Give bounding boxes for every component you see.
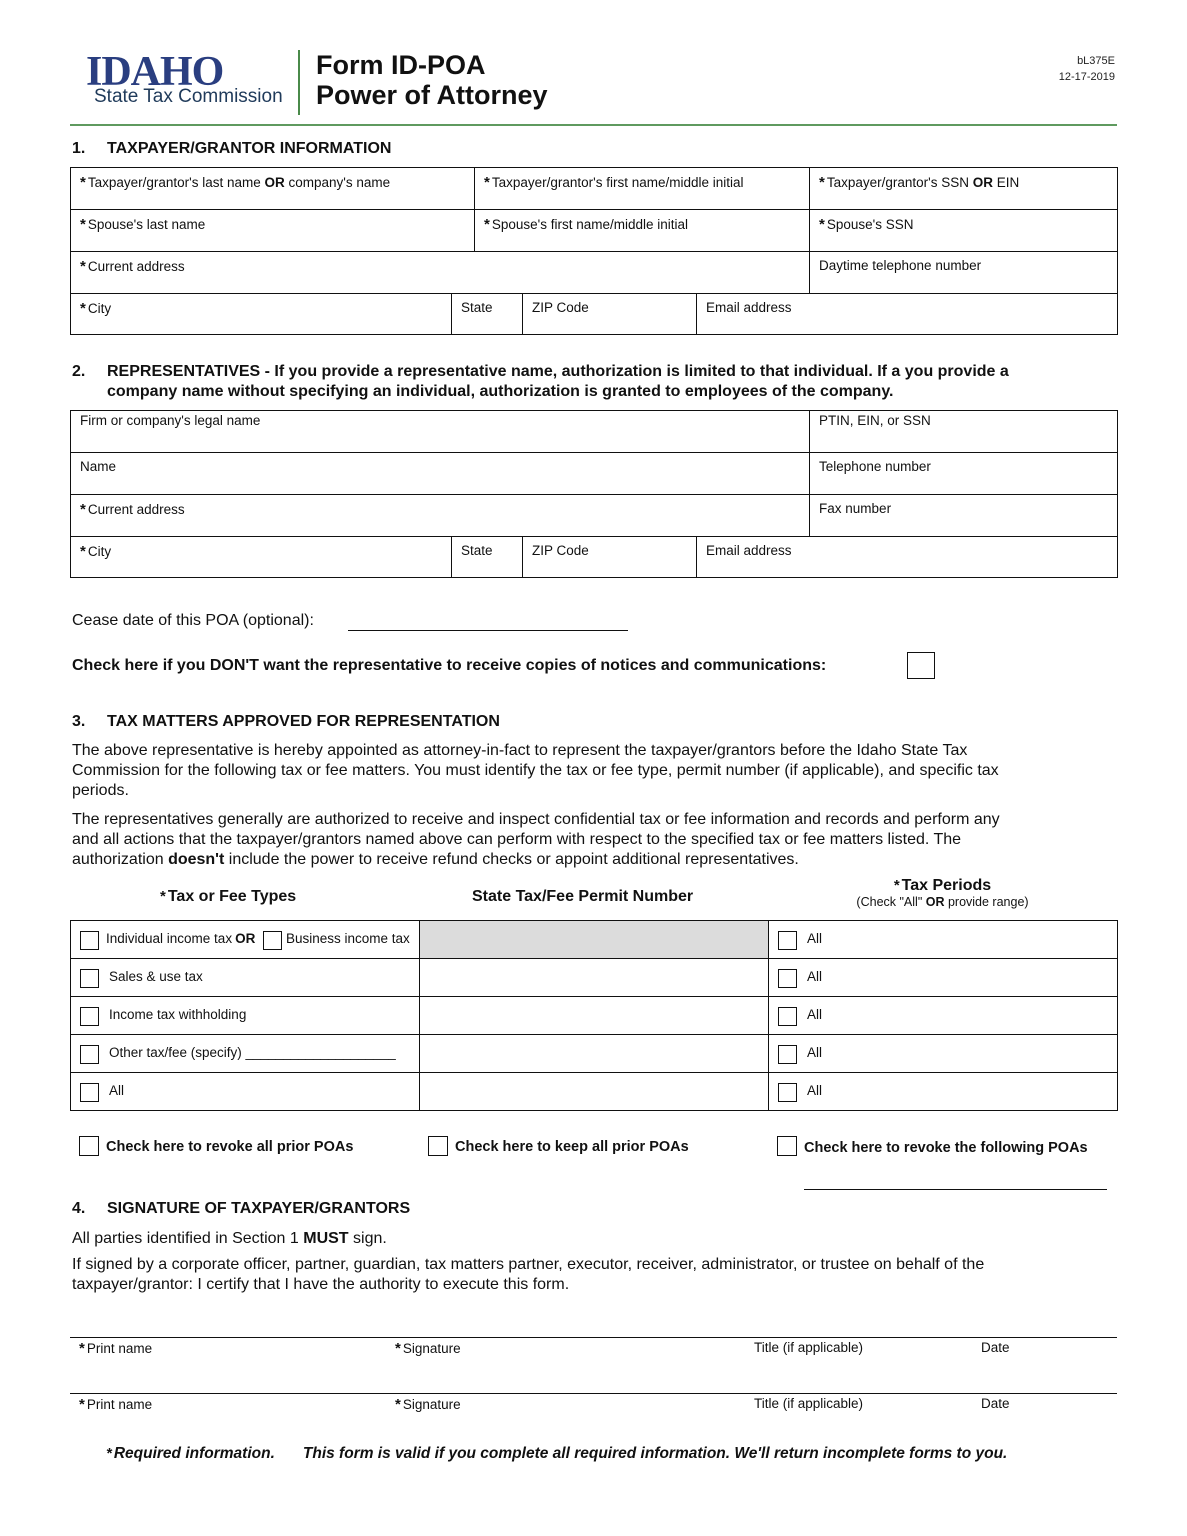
- rep-city-field[interactable]: * City: [71, 537, 452, 578]
- all-taxes-checkbox[interactable]: [80, 1083, 99, 1102]
- spouse-last-name-field[interactable]: * Spouse's last name: [71, 210, 475, 252]
- form-name: Power of Attorney: [316, 80, 548, 110]
- revoke-following-input[interactable]: [804, 1189, 1107, 1190]
- spouse-first-name-field[interactable]: * Spouse's first name/middle initial: [475, 210, 810, 252]
- section-2-heading: 2. REPRESENTATIVES - If you provide a representative name, authorization is limited to that individual. If a you provide a company name without specifying an individual, authorization is granted to employees of the company.: [72, 363, 1009, 400]
- all-permit-field[interactable]: [420, 1073, 769, 1111]
- sales-use-tax-label: Sales & use tax: [109, 969, 203, 984]
- section-3-paragraph-1: The above representative is hereby appointed as attorney-in-fact to represent the taxpayer/grantors before the Idaho State Tax Commission for the following tax or fee matters. You must identify the tax or fee type, permit number (if applicable), and specific tax periods.: [72, 742, 999, 799]
- title-label: Title (if applicable): [754, 1340, 864, 1355]
- rep-name-field[interactable]: Name: [71, 453, 810, 495]
- revoke-all-label: Check here to revoke all prior POAs: [106, 1139, 354, 1155]
- all-label: All: [807, 1007, 823, 1022]
- withholding-all-periods-checkbox[interactable]: [778, 1007, 797, 1026]
- date-label: Date: [981, 1340, 1010, 1355]
- section-number: 1.: [72, 140, 86, 157]
- spouse-ssn-field[interactable]: * Spouse's SSN: [810, 210, 1118, 252]
- rep-fax-field[interactable]: Fax number: [810, 495, 1118, 537]
- keep-all-label: Check here to keep all prior POAs: [455, 1139, 689, 1155]
- sales-permit-field[interactable]: [420, 959, 769, 997]
- validity-note: This form is valid if you complete all required information. We'll return incomplete forms to you.: [302, 1445, 1008, 1462]
- withholding-label: Income tax withholding: [109, 1007, 247, 1022]
- other-tax-checkbox[interactable]: [80, 1045, 99, 1064]
- other-all-periods-checkbox[interactable]: [778, 1045, 797, 1064]
- business-income-tax-label: Business income tax: [286, 931, 410, 946]
- logo-subtitle: State Tax Commission: [94, 86, 283, 107]
- no-copies-checkbox[interactable]: [907, 652, 935, 679]
- title-label: Title (if applicable): [754, 1396, 864, 1411]
- section-4-heading: 4. SIGNATURE OF TAXPAYER/GRANTORS: [72, 1200, 411, 1217]
- revoke-all-checkbox[interactable]: [79, 1136, 99, 1156]
- city-field[interactable]: * City: [71, 294, 452, 335]
- taxpayer-first-name-field[interactable]: * Taxpayer/grantor's first name/middle initial: [475, 168, 810, 210]
- footer-note: * Required information. This form is valid if you complete all required information. We'll return incomplete forms to you.: [106, 1445, 1008, 1462]
- signature-line-2[interactable]: [70, 1393, 1117, 1394]
- daytime-phone-field[interactable]: Daytime telephone number: [810, 252, 1118, 294]
- col-tax-types-header: * Tax or Fee Types: [160, 888, 297, 905]
- individual-income-tax-label: Individual income tax: [106, 931, 233, 946]
- taxpayer-ssn-field[interactable]: * Taxpayer/grantor's SSN OR EIN: [810, 168, 1118, 210]
- sales-all-periods-checkbox[interactable]: [778, 969, 797, 988]
- income-all-periods-checkbox[interactable]: [778, 931, 797, 950]
- all-taxes-label: All: [109, 1083, 125, 1098]
- tax-matters-table: [70, 920, 1118, 1111]
- sales-use-tax-checkbox[interactable]: [80, 969, 99, 988]
- current-address-field[interactable]: * Current address: [71, 252, 810, 294]
- cease-date-label: Cease date of this POA (optional):: [72, 612, 314, 629]
- other-permit-field[interactable]: [420, 1035, 769, 1073]
- keep-all-checkbox[interactable]: [428, 1136, 448, 1156]
- cease-date-input[interactable]: [348, 630, 628, 631]
- col-permit-header: State Tax/Fee Permit Number: [472, 888, 694, 905]
- rep-zip-field[interactable]: ZIP Code: [523, 537, 697, 578]
- taxpayer-last-name-field[interactable]: * Taxpayer/grantor's last name OR company's name: [71, 168, 475, 210]
- form-code: bL375E: [1077, 55, 1115, 67]
- col-periods-header: * Tax Periods (Check "All" OR provide range): [856, 877, 1029, 909]
- header-divider: [298, 50, 300, 115]
- income-permit-field-disabled: [420, 921, 769, 959]
- rep-phone-field[interactable]: Telephone number: [810, 453, 1118, 495]
- print-name-label: * Print name: [79, 1340, 153, 1357]
- all-label: All: [807, 1083, 823, 1098]
- print-name-label: * Print name: [79, 1396, 153, 1413]
- tax-row-sales: [71, 959, 1118, 997]
- date-label: Date: [981, 1396, 1010, 1411]
- revoke-following-checkbox[interactable]: [777, 1136, 797, 1156]
- zip-field[interactable]: ZIP Code: [523, 294, 697, 335]
- all-label: All: [807, 969, 823, 984]
- form-title: [316, 50, 548, 110]
- rep-state-field[interactable]: State: [452, 537, 523, 578]
- other-tax-label: Other tax/fee (specify) ____________________: [109, 1045, 396, 1060]
- signature-line-1[interactable]: [70, 1337, 1117, 1338]
- ptin-field[interactable]: PTIN, EIN, or SSN: [810, 411, 1118, 453]
- tax-row-all: [71, 1073, 1118, 1111]
- tax-row-withholding: [71, 997, 1118, 1035]
- revoke-following-label: Check here to revoke the following POAs: [804, 1140, 1088, 1156]
- rep-email-field[interactable]: Email address: [697, 537, 1118, 578]
- rep-address-field[interactable]: * Current address: [71, 495, 810, 537]
- section-3-heading: 3. TAX MATTERS APPROVED FOR REPRESENTATION: [72, 713, 500, 730]
- all-taxes-all-periods-checkbox[interactable]: [778, 1083, 797, 1102]
- must-sign-text: All parties identified in Section 1 MUST sign.: [72, 1230, 387, 1247]
- representatives-table: [70, 410, 1118, 578]
- state-field[interactable]: State: [452, 294, 523, 335]
- all-label: All: [807, 931, 823, 946]
- firm-name-field[interactable]: Firm or company's legal name: [71, 411, 810, 453]
- individual-income-tax-checkbox[interactable]: [80, 931, 99, 950]
- idaho-logo: IDAHO: [86, 49, 224, 95]
- tax-row-other: [71, 1035, 1118, 1073]
- withholding-checkbox[interactable]: [80, 1007, 99, 1026]
- signature-label: * Signature: [395, 1340, 461, 1357]
- taxpayer-info-table: [70, 167, 1118, 335]
- no-copies-label: Check here if you DON'T want the representative to receive copies of notices and communications:: [72, 657, 827, 674]
- section-title: TAXPAYER/GRANTOR INFORMATION: [107, 140, 392, 157]
- all-label: All: [807, 1045, 823, 1060]
- required-info: Required information.: [113, 1445, 275, 1462]
- tax-row-income: Individual income tax OR Business income tax All: [71, 921, 1118, 959]
- form-id: Form ID-POA: [316, 50, 486, 80]
- email-field[interactable]: Email address: [697, 294, 1118, 335]
- withholding-permit-field[interactable]: [420, 997, 769, 1035]
- header-rule: [70, 124, 1117, 126]
- signature-label: * Signature: [395, 1396, 461, 1413]
- section-1-heading: [72, 140, 391, 158]
- section-3-paragraph-2: The representatives generally are authorized to receive and inspect confidential tax or fee information and records and perform any and all actions that the taxpayer/grantors named above can perform with respect to the specified tax or fee matters listed. The authorization doesn't include the power to receive refund checks or appoint additional representatives.: [72, 811, 1000, 868]
- form-revision-date: 12-17-2019: [1058, 71, 1115, 83]
- business-income-tax-checkbox[interactable]: [263, 931, 282, 950]
- authority-text: If signed by a corporate officer, partner, guardian, tax matters partner, executor, receiver, administrator, or trustee on behalf of the taxpayer/grantor: I certify that I have the authority to execute this form.: [72, 1256, 985, 1293]
